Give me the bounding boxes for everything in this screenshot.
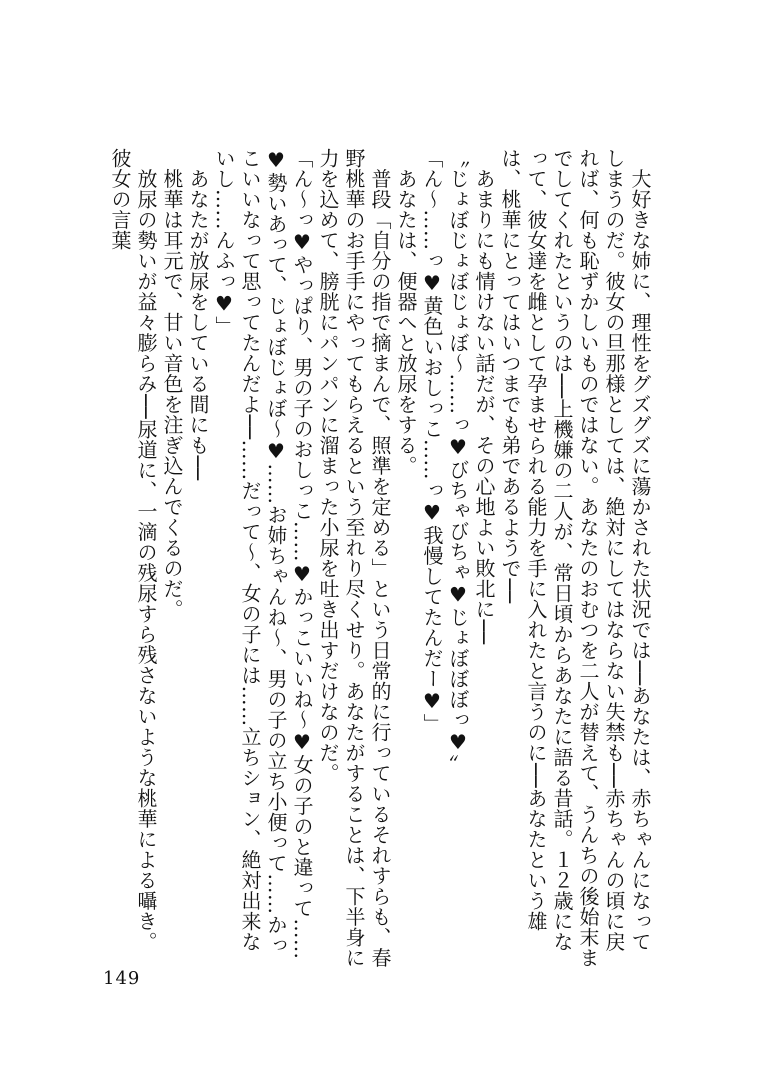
paragraph: あなたが放尿をしている間にも── <box>186 148 210 481</box>
paragraph: 放尿の勢いが益々膨らみ──尿道に、一滴の残尿すら残さないような桃華による囁き。彼女の言葉 <box>108 148 158 953</box>
paragraph: 大好きな姉に、理性をグズグズに蕩かされた状況では──あなたは、赤ちゃんになってしまうのだ。彼女の旦那様としては、絶対にしてはならない失禁も──赤ちゃんの頃に戻れば、何も恥ずかしいものではない。あなたのおむつを二人が替えて、うんちの後始末までしてくれたというのは──上機嫌の二人が、常日頃からあなたに語る昔話。１２歳になって、彼女達を雌として孕ませられる能力を手に入れたと言うのに──あなたという雄は、桃華にとってはいつまでも弟であるようで── <box>498 148 652 968</box>
page-number: 149 <box>103 968 141 989</box>
paragraph: あなたは、便器へと放尿をする。 <box>394 148 418 476</box>
paragraph: 普段「自分の指で摘まんで、照準を定める」という日常的に行っているそれすらも、春野桃華のお手手にやってもらえるという至れり尽くせり。あなたがすることは、下半身に力を込めて、膀胱にパンパンに溜まった小尿を吐き出すだけなのだ。 <box>316 148 392 968</box>
paragraph: 〝じょぼじょぼじょぼ～……っ♥びちゃびちゃ♥じょぼぼぼっ♥〟 <box>446 148 470 775</box>
paragraph: 桃華は耳元で、甘い音色を注ぎ込んでくるのだ。 <box>160 148 184 620</box>
paragraph: 「ん～……っ♥黄色いおしっこ……っ♥我慢してたんだー♥」 <box>420 148 444 734</box>
body-text <box>93 148 653 970</box>
paragraph: あまりにも情けない話だが、その心地よい敗北に── <box>472 148 496 645</box>
paragraph: 「ん～っ♥やっぱり、男の子のおしっこ……♥かっこいいね～♥女の子のと違って……♥勢いあって、じょぼじょぼ～♥……お姉ちゃんね～、男の子の立ち小便って……かっこいいなって思ってたんだよ──……だって～、女の子には……立ちション、絶対出来ないし……んふっ♥」 <box>212 148 314 960</box>
